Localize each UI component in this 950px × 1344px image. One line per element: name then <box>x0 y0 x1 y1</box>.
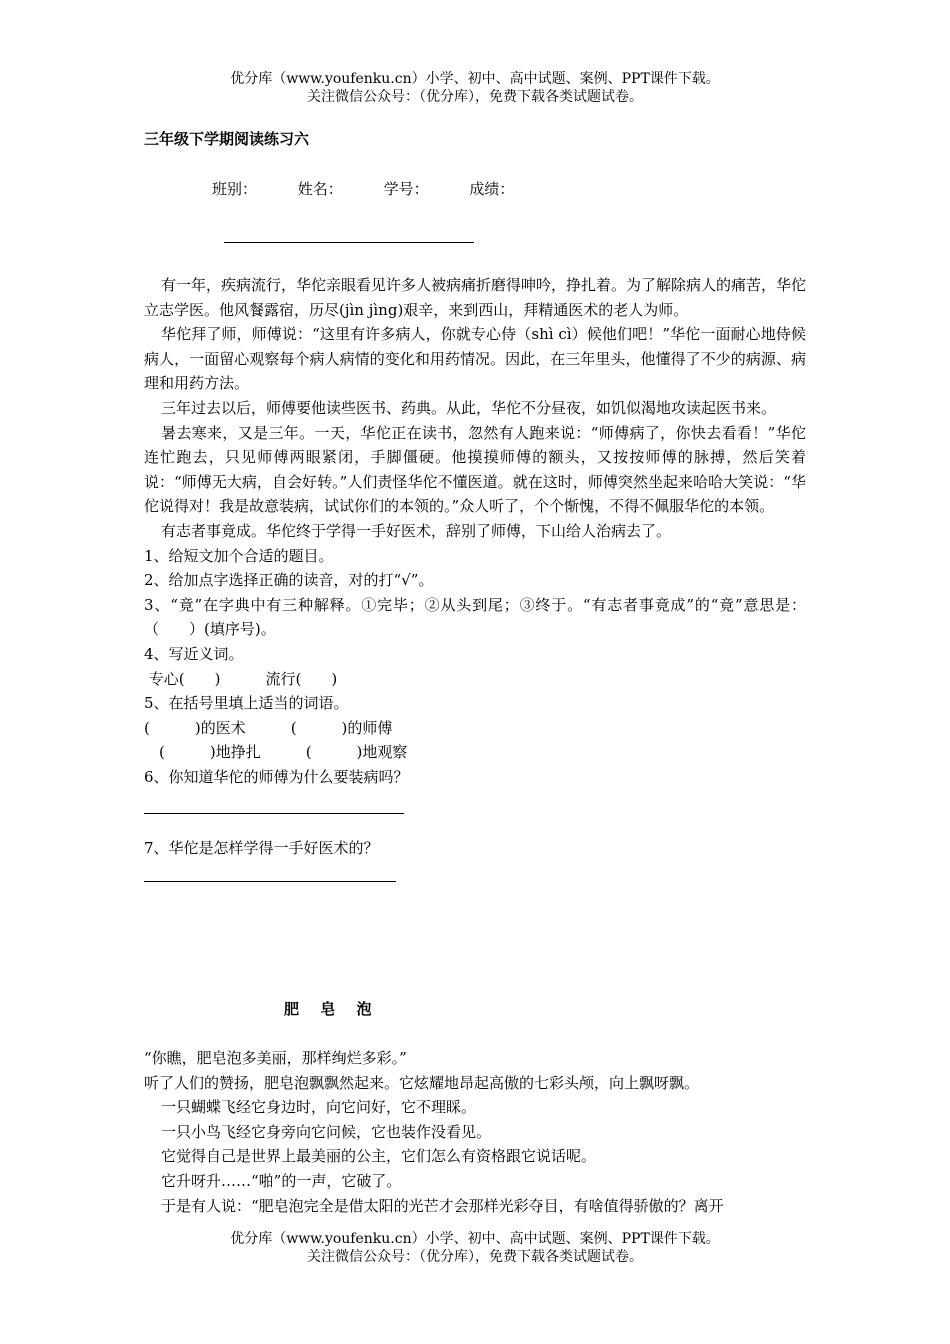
passage-paragraph: 暑去寒来，又是三年。一天，华佗正在读书，忽然有人跑来说：“师傅病了，你快去看看！”华佗连忙跑去，只见师傅两眼紧闭，手脚僵硬。他摸摸师傅的额头，又按按师傅的脉搏，然后笑着说：“师傅无大病，自会好转。”人们责怪华佗不懂医道。就在这时，师傅突然坐起来哈哈大笑说：“华佗说得对！我是故意装病，试试你们的本领的。”众人听了，个个惭愧，不得不佩服华佗的本领。 <box>144 423 806 516</box>
question-5-line-1: ( )的医术 ( )的师傅 <box>144 718 393 737</box>
page-footer <box>0 1230 950 1266</box>
question-3: 3、“竟”在字典中有三种解释。①完毕；②从头到尾；③终于。“有志者事竟成”的“竟”意思是：（ ）(填序号)。 <box>144 595 806 639</box>
question-5-line-2: ( )地挣扎 ( )地观察 <box>144 743 408 762</box>
story-title: 肥 皂 泡 <box>284 1000 380 1018</box>
story-line: 一只小鸟飞经它身旁向它问候，它也装作没看见。 <box>161 1122 492 1141</box>
number-label: 学号： <box>383 180 429 198</box>
question-1: 1、给短文加个合适的题目。 <box>144 546 334 565</box>
student-info-row <box>212 178 550 199</box>
header-line-2: 关注微信公众号：（优分库），免费下载各类试题试卷。 <box>307 89 643 105</box>
title-answer-line <box>224 242 474 243</box>
story-line: 听了人们的赞扬，肥皂泡飘飘然起来。它炫耀地昂起高傲的七彩头颅，向上飘呀飘。 <box>144 1073 700 1092</box>
story-line: 于是有人说：“肥皂泡完全是借太阳的光芒才会那样光彩夺目，有啥值得骄傲的？离开 <box>161 1196 724 1215</box>
page-header <box>0 70 950 106</box>
question-7: 7、华佗是怎样学得一手好医术的？ <box>144 839 379 858</box>
class-label: 班别： <box>212 180 258 198</box>
passage-and-questions <box>144 273 806 904</box>
score-label: 成绩： <box>469 180 515 198</box>
name-label: 姓名： <box>297 180 343 198</box>
story-line: 它升呀升……“啪”的一声，它破了。 <box>161 1171 402 1190</box>
passage-paragraph: 有志者事竟成。华佗终于学得一手好医术，辞别了师傅，下山给人治病去了。 <box>161 521 672 540</box>
question-7-answer-line <box>144 881 396 882</box>
footer-line-2: 关注微信公众号：（优分库），免费下载各类试题试卷。 <box>307 1249 643 1265</box>
story-line: 它觉得自己是世界上最美丽的公主，它们怎么有资格跟它说话呢。 <box>161 1147 597 1166</box>
worksheet-title: 三年级下学期阅读练习六 <box>144 130 310 148</box>
header-line-1: 优分库（www.youfenku.cn）小学、初中、高中试题、案例、PPT课件下载。 <box>230 71 720 87</box>
footer-line-1: 优分库（www.youfenku.cn）小学、初中、高中试题、案例、PPT课件下载。 <box>230 1231 720 1247</box>
passage-paragraph: 有一年，疾病流行，华佗亲眼看见许多人被病痛折磨得呻吟，挣扎着。为了解除病人的痛苦，华佗立志学医。他风餐露宿，历尽(jìn jìng)艰辛，来到西山，拜精通医术的老人为师。 <box>144 276 807 319</box>
question-6-answer-line <box>144 813 404 814</box>
question-4-items: 专心( ) 流行( ) <box>144 669 338 688</box>
passage-paragraph: 三年过去以后，师傅要他读些医书、药典。从此，华佗不分昼夜，如饥似渴地攻读起医书来。 <box>161 398 777 417</box>
question-5: 5、在括号里填上适当的词语。 <box>144 694 349 713</box>
story-line: “你瞧，肥皂泡多美丽，那样绚烂多彩。” <box>144 1049 407 1067</box>
question-2: 2、给加点字选择正确的读音，对的打“√”。 <box>144 571 434 590</box>
question-4: 4、写近义词。 <box>144 644 244 663</box>
story-passage <box>144 1046 806 1218</box>
story-line: 一只蝴蝶飞经它身边时，向它问好，它不理睬。 <box>161 1098 477 1117</box>
passage-paragraph: 华佗拜了师，师傅说：“这里有许多病人，你就专心侍（shì cì）候他们吧！”华佗一面耐心地侍候病人，一面留心观察每个病人病情的变化和用药情况。因此，在三年里头，他懂得了不少的病源、病理和用药方法。 <box>144 325 806 393</box>
question-6: 6、你知道华佗的师傅为什么要装病吗？ <box>144 767 409 786</box>
